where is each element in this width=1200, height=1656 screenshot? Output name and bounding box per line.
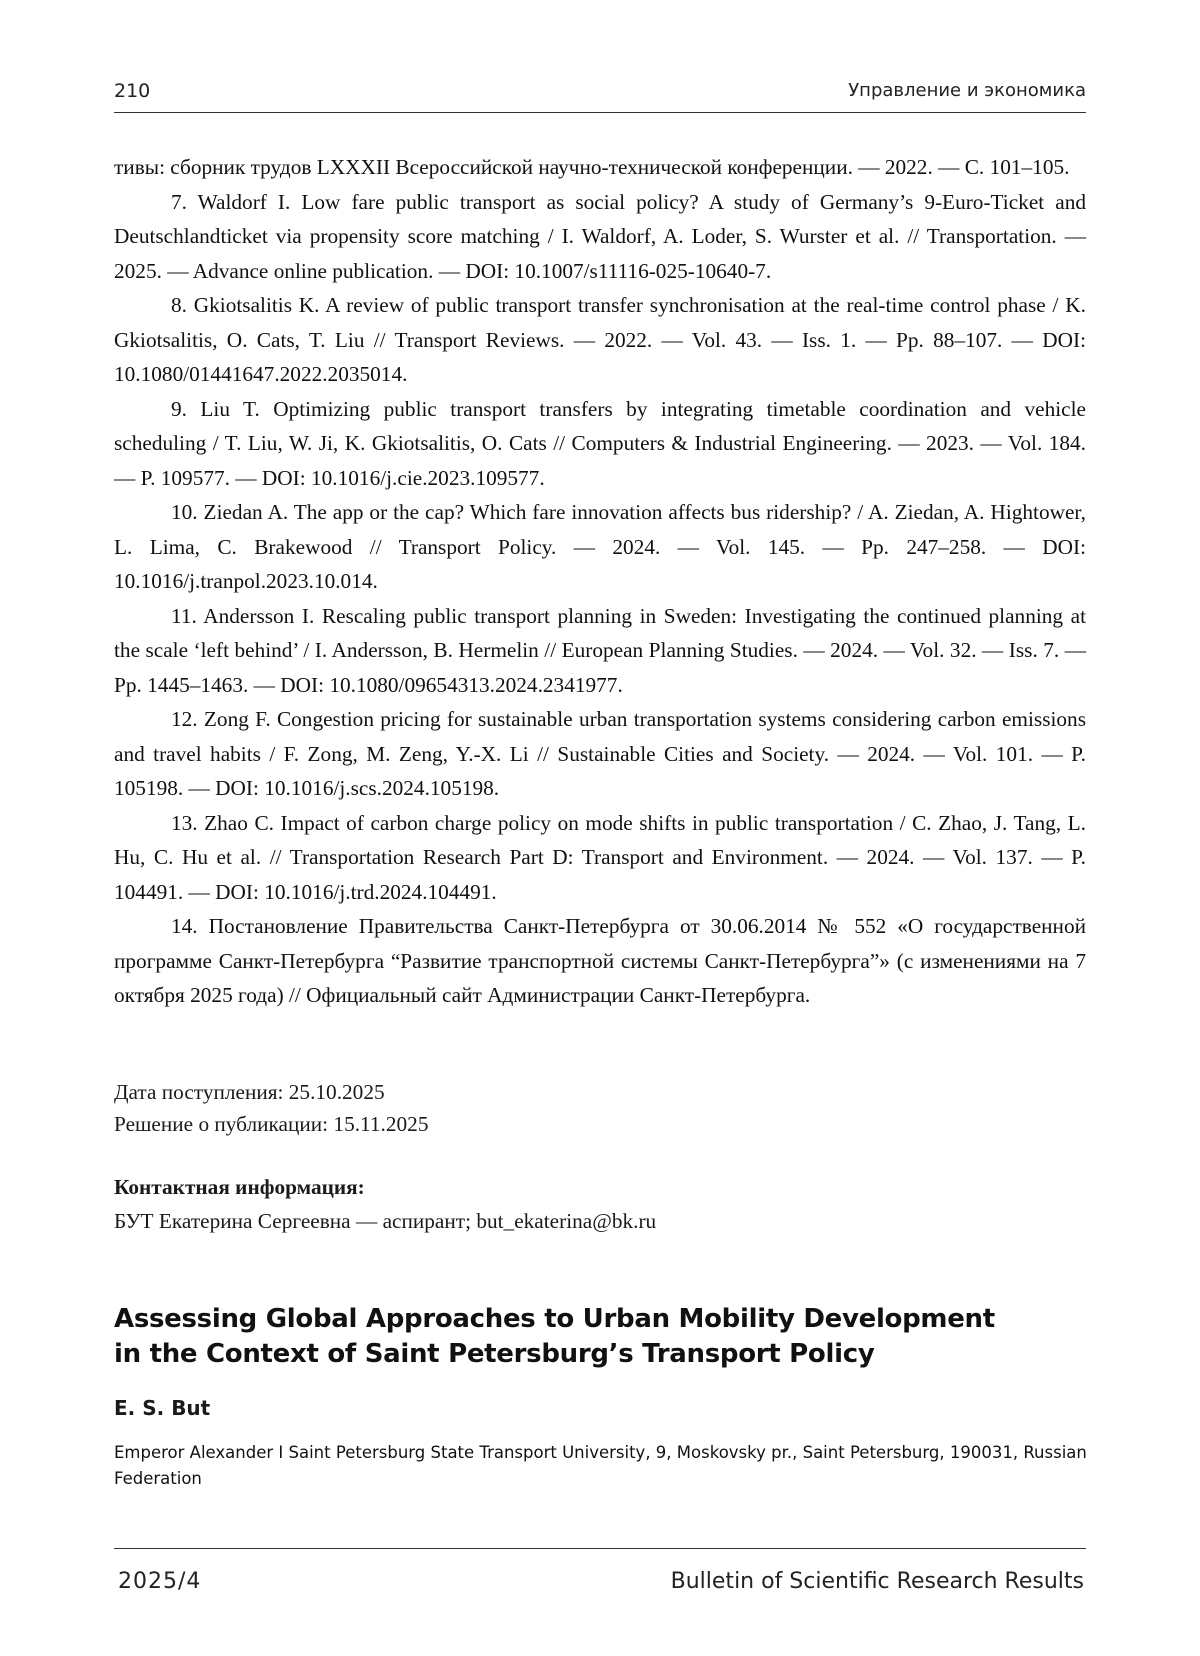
english-title-line-1: Assessing Global Approaches to Urban Mobility Development <box>114 1304 995 1334</box>
received-date: Дата поступления: 25.10.2025 <box>114 1080 385 1104</box>
issue-number: 2025/4 <box>118 1569 202 1594</box>
english-title-line-2: in the Context of Saint Petersburg’s Transport Policy <box>114 1339 875 1369</box>
english-title <box>114 1302 1000 1372</box>
page-footer <box>114 1548 1086 1609</box>
page-header <box>114 74 1086 113</box>
reference-item: 14. Постановление Правительства Санкт-Петербурга от 30.06.2014 № 552 «О государственной программе Санкт-Петербурга “Развитие транспортной системы Санкт-Петербурга”» (с изменениями на 7 октября 2025 года) // Официальный сайт Администрации Санкт-Петербурга. <box>114 914 1086 1007</box>
reference-item: 11. Andersson I. Rescaling public transport planning in Sweden: Investigating the continued planning at the scale ‘left behind’ / I. Andersson, B. Hermelin // European Planning Studies. — 2024. — Vol. 32. — Iss. 7. — Pp. 1445–1463. — DOI: 10.1080/09654313.2024.2341977. <box>114 603 1086 697</box>
page-number: 210 <box>114 80 151 102</box>
reference-item: 7. Waldorf I. Low fare public transport as social policy? A study of Germany’s 9-Euro-Ticket and Deutschlandticket via propensity score matching / I. Waldorf, A. Loder, S. Wurster et al. // Transportation. — 2025. — Advance online publication. — DOI: 10.1007/s11116-025-10640-7. <box>114 189 1086 283</box>
reference-item: 8. Gkiotsalitis K. A review of public transport transfer synchronisation at the real-time control phase / K. Gkiotsalitis, O. Cats, T. Liu // Transport Reviews. — 2022. — Vol. 43. — Iss. 1. — Pp. 88–107. — DOI: 10.1080/01441647.2022.2035014. <box>114 293 1086 386</box>
journal-name: Bulletin of Scientific Research Results <box>670 1569 1084 1594</box>
english-affiliation: Emperor Alexander I Saint Petersburg State Transport University, 9, Moskovsky pr., Saint Petersburg, 190031, Russian Federation <box>114 1443 1087 1488</box>
reference-item: 13. Zhao C. Impact of carbon charge policy on mode shifts in public transportation / C. Zhao, J. Tang, L. Hu, C. Hu et al. // Transportation Research Part D: Transport and Environment. — 2024. — Vol. 137. — P. 104491. — DOI: 10.1016/j.trd.2024.104491. <box>114 810 1086 904</box>
contact-info <box>114 1170 1086 1238</box>
reference-item: 12. Zong F. Congestion pricing for sustainable urban transportation systems considering carbon emissions and travel habits / F. Zong, M. Zeng, Y.-X. Li // Sustainable Cities and Society. — 2024. — Vol. 101. — P. 105198. — DOI: 10.1016/j.scs.2024.105198. <box>114 707 1086 800</box>
reference-item: 9. Liu T. Optimizing public transport transfers by integrating timetable coordination and vehicle scheduling / T. Liu, W. Ji, K. Gkiotsalitis, O. Cats // Computers & Industrial Engineering. — 2023. — Vol. 184. — P. 109577. — DOI: 10.1016/j.cie.2023.109577. <box>114 396 1086 490</box>
english-author: E. S. But <box>114 1396 211 1420</box>
accepted-date: Решение о публикации: 15.11.2025 <box>114 1112 429 1136</box>
reference-list <box>114 150 1086 1013</box>
reference-continuation: тивы: сборник трудов LXXXII Всероссийской научно-технической конференции. — 2022. — С. 101–105. <box>114 155 1070 179</box>
contact-author: БУТ Екатерина Сергеевна — аспирант; but_ekaterina@bk.ru <box>114 1209 657 1233</box>
publication-dates <box>114 1076 1086 1140</box>
journal-section-title: Управление и экономика <box>848 80 1086 101</box>
reference-item: 10. Ziedan A. The app or the cap? Which fare innovation affects bus ridership? / A. Ziedan, A. Hightower, L. Lima, C. Brakewood // Transport Policy. — 2024. — Vol. 145. — Pp. 247–258. — DOI: 10.1016/j.tranpol.2023.10.014. <box>114 500 1086 593</box>
contact-heading: Контактная информация: <box>114 1175 365 1199</box>
